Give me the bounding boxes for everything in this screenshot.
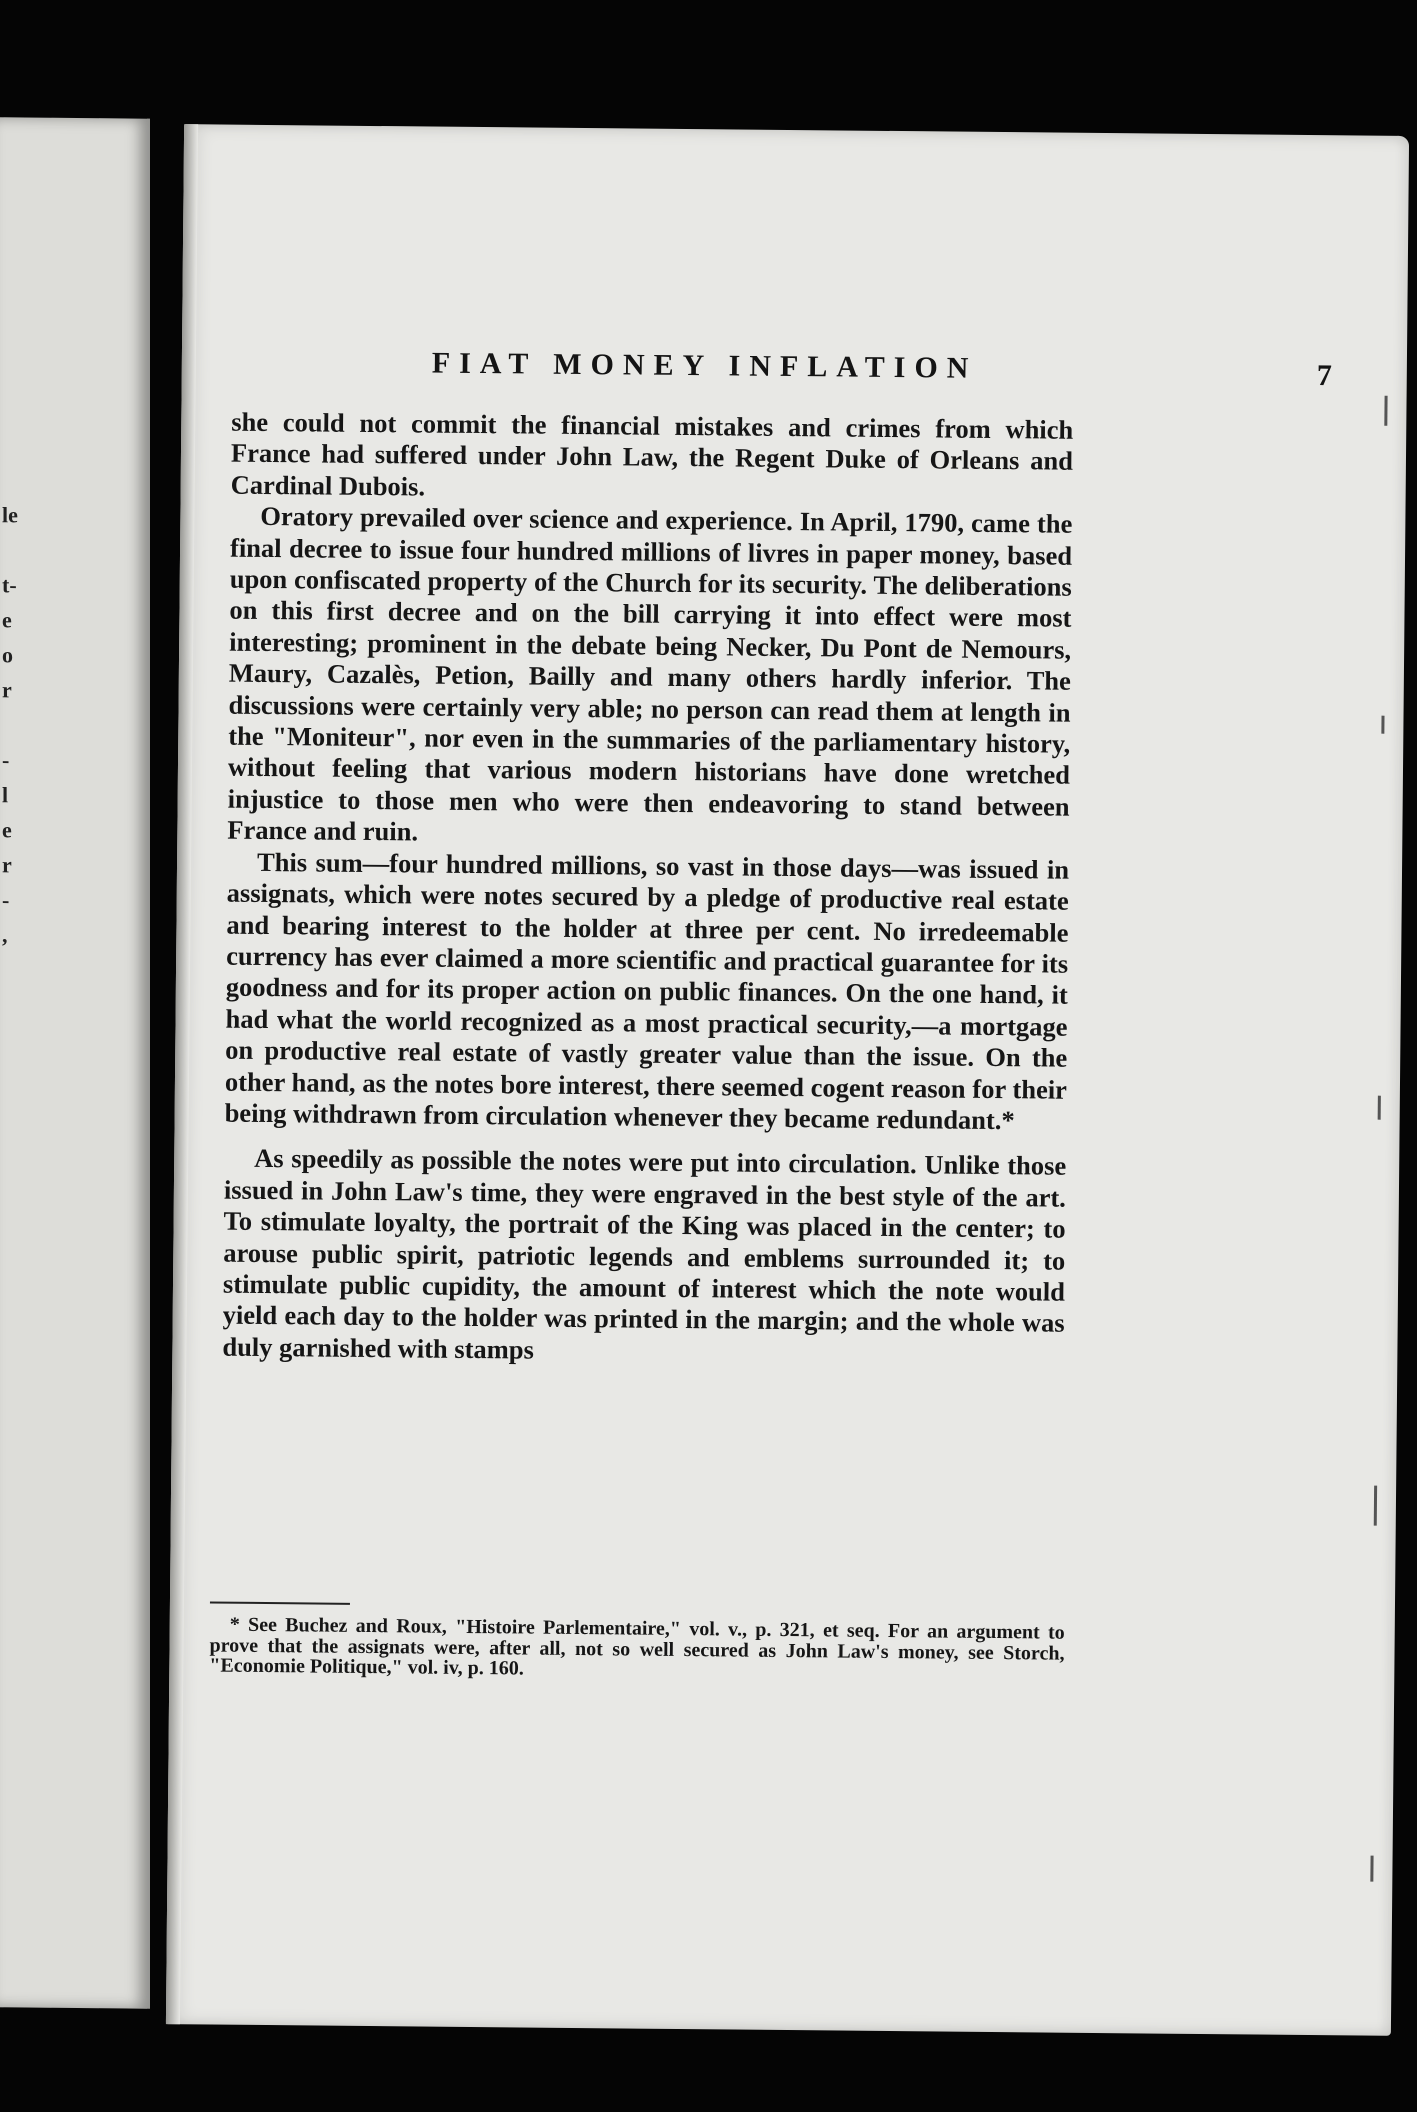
edge-speck [1370, 1856, 1373, 1882]
book-page [166, 124, 1409, 2036]
footnote-divider [210, 1601, 350, 1604]
left-fragment: l [2, 782, 9, 808]
edge-speck [1374, 1486, 1377, 1526]
paragraph: This sum—four hundred millions, so vast in those days—was issued in assignats, which were notes secured by a pledge of productive real estate and bearing interest to the holder at three per cent. No irredeemable currency has ever claimed a more scientific and practical guarantee for its goodness and for its proper action on public finances. On the one hand, it had what the world recognized as a most practical security,—a mortgage on productive real estate of vastly greater value than the issue. On the other hand, as the notes bore interest, there seemed cogent reason for their being withdrawn from circulation whenever they became redundant.* [224, 846, 1070, 1136]
left-fragment: r [2, 852, 12, 878]
left-fragment: e [2, 607, 12, 633]
left-fragment: , [2, 922, 8, 948]
left-fragment: - [2, 887, 10, 913]
left-fragment: r [2, 677, 12, 703]
page-gutter-shadow [166, 124, 198, 2024]
left-fragment: e [2, 817, 12, 843]
left-fragment [2, 707, 32, 742]
edge-speck [1384, 396, 1387, 426]
edge-speck [1381, 716, 1384, 734]
footnote [209, 1614, 1065, 1684]
left-fragment: le [2, 502, 18, 528]
paragraph: Oratory prevailed over science and experience. In April, 1790, came the final decree to issue four hundred millions of livres in paper money, based upon confiscated property of the Church for its security. The deliberations on this first decree and on the bill carrying it into effect were most interesting; prominent in the debate being Necker, Du Pont de Nemours, Maury, Cazalès, Petion, Bailly and many others hardly inferior. The discussions were certainly very able; no person can read them at length in the "Moniteur", nor even in the summaries of the parliamentary history, without feeling that various modern historians have done wretched injustice to those men who were then endeavoring to stand between France and ruin. [227, 501, 1073, 847]
left-fragment: - [2, 747, 10, 773]
left-fragment: t- [2, 572, 17, 598]
running-title: FIAT MONEY INFLATION [431, 346, 978, 385]
left-fragment [2, 532, 32, 567]
page-number: 7 [1316, 359, 1332, 393]
page-header [432, 347, 1332, 406]
footnote-text: * See Buchez and Roux, "Histoire Parlementaire," vol. v., p. 321, et seq. For an argument to prove that the assignats were, after all, not so well secured as John Law's money, see Storch, "Economie Politique," vol. iv, p. 160. [209, 1613, 1065, 1680]
paragraph: As speedily as possible the notes were put into circulation. Unlike those issued in John Law's time, they were engraved in the best style of the art. To stimulate loyalty, the portrait of the King was placed in the center; to arouse public spirit, patriotic legends and emblems surrounded it; to stimulate public cupidity, the amount of interest which the note would yield each day to the holder was printed in the margin; and the whole was duly garnished with stamps [222, 1143, 1067, 1365]
left-facing-page [0, 117, 150, 2009]
edge-speck [1378, 1096, 1381, 1120]
page-edge-speckles [1369, 336, 1391, 2036]
left-page-text-fragments [2, 497, 32, 952]
body-text [222, 407, 1073, 1371]
left-fragment: o [2, 642, 13, 668]
paragraph: she could not commit the financial mistakes and crimes from which France had suffered under John Law, the Regent Duke of Orleans and Cardinal Dubois. [230, 406, 1074, 502]
